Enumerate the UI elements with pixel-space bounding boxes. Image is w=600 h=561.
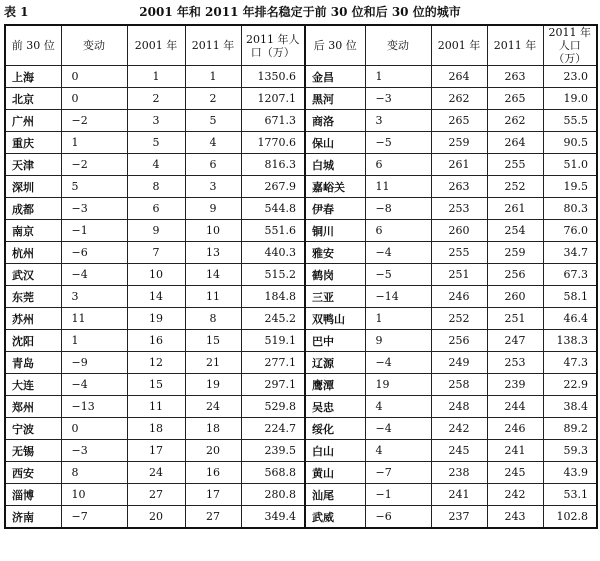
bottom-city-cell: 汕尾 <box>305 484 365 506</box>
top-rank-2011-cell: 11 <box>185 286 241 308</box>
bottom-population-cell: 47.3 <box>543 352 597 374</box>
table-row <box>5 88 597 110</box>
top-city-cell: 北京 <box>5 88 61 110</box>
top-rank-2001-cell: 15 <box>127 374 185 396</box>
bottom-change-cell: −5 <box>365 132 431 154</box>
top-rank-2011-cell: 15 <box>185 330 241 352</box>
header-2001: 2001 年 <box>431 25 487 66</box>
header-bottom-city: 后 30 位 <box>305 25 365 66</box>
bottom-city-cell: 雅安 <box>305 242 365 264</box>
bottom-rank-2011-cell: 264 <box>487 132 543 154</box>
bottom-city-cell: 商洛 <box>305 110 365 132</box>
table-row <box>5 220 597 242</box>
table-row <box>5 132 597 154</box>
top-rank-2011-cell: 20 <box>185 440 241 462</box>
bottom-change-cell: 1 <box>365 308 431 330</box>
top-city-cell: 广州 <box>5 110 61 132</box>
top-rank-2011-cell: 8 <box>185 308 241 330</box>
top-change-cell: −3 <box>61 440 127 462</box>
top-population-cell: 519.1 <box>241 330 305 352</box>
table-row <box>5 418 597 440</box>
header-change: 变动 <box>365 25 431 66</box>
bottom-population-cell: 22.9 <box>543 374 597 396</box>
top-change-cell: 11 <box>61 308 127 330</box>
bottom-rank-2011-cell: 253 <box>487 352 543 374</box>
top-rank-2001-cell: 8 <box>127 176 185 198</box>
top-population-cell: 277.1 <box>241 352 305 374</box>
top-city-cell: 天津 <box>5 154 61 176</box>
top-rank-2001-cell: 10 <box>127 264 185 286</box>
top-population-cell: 1207.1 <box>241 88 305 110</box>
bottom-population-cell: 53.1 <box>543 484 597 506</box>
top-change-cell: 10 <box>61 484 127 506</box>
bottom-city-cell: 嘉峪关 <box>305 176 365 198</box>
top-population-cell: 224.7 <box>241 418 305 440</box>
bottom-population-cell: 59.3 <box>543 440 597 462</box>
top-population-cell: 267.9 <box>241 176 305 198</box>
top-city-cell: 郑州 <box>5 396 61 418</box>
table-row <box>5 484 597 506</box>
top-change-cell: 3 <box>61 286 127 308</box>
top-rank-2001-cell: 6 <box>127 198 185 220</box>
bottom-rank-2011-cell: 241 <box>487 440 543 462</box>
top-rank-2001-cell: 17 <box>127 440 185 462</box>
top-change-cell: 1 <box>61 330 127 352</box>
top-rank-2001-cell: 18 <box>127 418 185 440</box>
top-rank-2011-cell: 19 <box>185 374 241 396</box>
header-2011: 2011 年 <box>487 25 543 66</box>
table-row <box>5 374 597 396</box>
table-header-row <box>5 25 597 66</box>
bottom-rank-2001-cell: 242 <box>431 418 487 440</box>
top-rank-2001-cell: 9 <box>127 220 185 242</box>
top-rank-2011-cell: 2 <box>185 88 241 110</box>
top-rank-2001-cell: 12 <box>127 352 185 374</box>
bottom-change-cell: −3 <box>365 88 431 110</box>
bottom-change-cell: −4 <box>365 242 431 264</box>
header-2011: 2011 年 <box>185 25 241 66</box>
bottom-city-cell: 铜川 <box>305 220 365 242</box>
bottom-city-cell: 双鸭山 <box>305 308 365 330</box>
top-population-cell: 440.3 <box>241 242 305 264</box>
header-2001: 2001 年 <box>127 25 185 66</box>
bottom-rank-2001-cell: 261 <box>431 154 487 176</box>
top-rank-2011-cell: 14 <box>185 264 241 286</box>
top-city-cell: 重庆 <box>5 132 61 154</box>
table-row <box>5 110 597 132</box>
top-rank-2001-cell: 14 <box>127 286 185 308</box>
bottom-city-cell: 白山 <box>305 440 365 462</box>
bottom-rank-2001-cell: 258 <box>431 374 487 396</box>
bottom-rank-2011-cell: 265 <box>487 88 543 110</box>
top-change-cell: −13 <box>61 396 127 418</box>
top-population-cell: 544.8 <box>241 198 305 220</box>
bottom-population-cell: 76.0 <box>543 220 597 242</box>
table-caption <box>0 0 600 22</box>
top-city-cell: 南京 <box>5 220 61 242</box>
top-population-cell: 529.8 <box>241 396 305 418</box>
bottom-population-cell: 89.2 <box>543 418 597 440</box>
bottom-rank-2001-cell: 248 <box>431 396 487 418</box>
top-city-cell: 青岛 <box>5 352 61 374</box>
bottom-change-cell: −5 <box>365 264 431 286</box>
table-row <box>5 440 597 462</box>
table-row <box>5 308 597 330</box>
bottom-population-cell: 38.4 <box>543 396 597 418</box>
top-change-cell: −6 <box>61 242 127 264</box>
bottom-rank-2001-cell: 245 <box>431 440 487 462</box>
bottom-city-cell: 鹰潭 <box>305 374 365 396</box>
header-population: 2011 年人口（万） <box>241 25 305 66</box>
bottom-rank-2001-cell: 255 <box>431 242 487 264</box>
top-population-cell: 568.8 <box>241 462 305 484</box>
top-city-cell: 东莞 <box>5 286 61 308</box>
top-rank-2001-cell: 2 <box>127 88 185 110</box>
city-ranking-table <box>4 24 598 529</box>
top-rank-2011-cell: 21 <box>185 352 241 374</box>
bottom-rank-2001-cell: 241 <box>431 484 487 506</box>
bottom-change-cell: 1 <box>365 66 431 88</box>
top-change-cell: 0 <box>61 88 127 110</box>
bottom-rank-2001-cell: 263 <box>431 176 487 198</box>
bottom-change-cell: 9 <box>365 330 431 352</box>
bottom-population-cell: 34.7 <box>543 242 597 264</box>
header-top-city: 前 30 位 <box>5 25 61 66</box>
bottom-population-cell: 19.0 <box>543 88 597 110</box>
bottom-change-cell: −7 <box>365 462 431 484</box>
top-city-cell: 济南 <box>5 506 61 529</box>
bottom-rank-2001-cell: 262 <box>431 88 487 110</box>
top-rank-2001-cell: 7 <box>127 242 185 264</box>
bottom-population-cell: 80.3 <box>543 198 597 220</box>
top-rank-2011-cell: 5 <box>185 110 241 132</box>
bottom-rank-2011-cell: 239 <box>487 374 543 396</box>
bottom-rank-2011-cell: 261 <box>487 198 543 220</box>
bottom-change-cell: 4 <box>365 440 431 462</box>
bottom-rank-2001-cell: 249 <box>431 352 487 374</box>
bottom-population-cell: 51.0 <box>543 154 597 176</box>
bottom-rank-2011-cell: 252 <box>487 176 543 198</box>
bottom-rank-2011-cell: 247 <box>487 330 543 352</box>
top-rank-2011-cell: 17 <box>185 484 241 506</box>
bottom-change-cell: −6 <box>365 506 431 529</box>
bottom-rank-2011-cell: 259 <box>487 242 543 264</box>
bottom-change-cell: 6 <box>365 220 431 242</box>
top-city-cell: 沈阳 <box>5 330 61 352</box>
bottom-population-cell: 102.8 <box>543 506 597 529</box>
bottom-population-cell: 23.0 <box>543 66 597 88</box>
bottom-city-cell: 武威 <box>305 506 365 529</box>
table-row <box>5 330 597 352</box>
bottom-rank-2001-cell: 264 <box>431 66 487 88</box>
top-population-cell: 1770.6 <box>241 132 305 154</box>
top-city-cell: 成都 <box>5 198 61 220</box>
bottom-rank-2001-cell: 246 <box>431 286 487 308</box>
top-city-cell: 苏州 <box>5 308 61 330</box>
top-rank-2001-cell: 24 <box>127 462 185 484</box>
top-change-cell: 8 <box>61 462 127 484</box>
table-number-label: 表 1 <box>4 5 29 19</box>
top-change-cell: 0 <box>61 66 127 88</box>
top-change-cell: 5 <box>61 176 127 198</box>
top-rank-2011-cell: 3 <box>185 176 241 198</box>
top-rank-2001-cell: 5 <box>127 132 185 154</box>
table-row <box>5 66 597 88</box>
top-rank-2011-cell: 16 <box>185 462 241 484</box>
bottom-city-cell: 黑河 <box>305 88 365 110</box>
bottom-change-cell: 19 <box>365 374 431 396</box>
bottom-city-cell: 伊春 <box>305 198 365 220</box>
bottom-population-cell: 58.1 <box>543 286 597 308</box>
top-rank-2001-cell: 11 <box>127 396 185 418</box>
top-rank-2011-cell: 24 <box>185 396 241 418</box>
top-rank-2011-cell: 10 <box>185 220 241 242</box>
top-population-cell: 280.8 <box>241 484 305 506</box>
bottom-rank-2001-cell: 238 <box>431 462 487 484</box>
bottom-rank-2011-cell: 244 <box>487 396 543 418</box>
bottom-population-cell: 55.5 <box>543 110 597 132</box>
bottom-population-cell: 43.9 <box>543 462 597 484</box>
bottom-city-cell: 保山 <box>305 132 365 154</box>
bottom-rank-2011-cell: 255 <box>487 154 543 176</box>
top-population-cell: 551.6 <box>241 220 305 242</box>
top-rank-2011-cell: 27 <box>185 506 241 529</box>
bottom-city-cell: 吴忠 <box>305 396 365 418</box>
top-city-cell: 淄博 <box>5 484 61 506</box>
bottom-population-cell: 19.5 <box>543 176 597 198</box>
top-change-cell: −1 <box>61 220 127 242</box>
bottom-rank-2011-cell: 262 <box>487 110 543 132</box>
top-change-cell: −4 <box>61 374 127 396</box>
top-population-cell: 671.3 <box>241 110 305 132</box>
bottom-city-cell: 黄山 <box>305 462 365 484</box>
bottom-rank-2001-cell: 251 <box>431 264 487 286</box>
bottom-rank-2011-cell: 243 <box>487 506 543 529</box>
bottom-population-cell: 138.3 <box>543 330 597 352</box>
bottom-city-cell: 绥化 <box>305 418 365 440</box>
bottom-rank-2001-cell: 265 <box>431 110 487 132</box>
top-population-cell: 297.1 <box>241 374 305 396</box>
bottom-rank-2001-cell: 260 <box>431 220 487 242</box>
bottom-rank-2001-cell: 253 <box>431 198 487 220</box>
top-population-cell: 515.2 <box>241 264 305 286</box>
top-change-cell: 1 <box>61 132 127 154</box>
bottom-rank-2011-cell: 245 <box>487 462 543 484</box>
bottom-city-cell: 巴中 <box>305 330 365 352</box>
top-rank-2001-cell: 3 <box>127 110 185 132</box>
top-rank-2011-cell: 1 <box>185 66 241 88</box>
bottom-change-cell: −14 <box>365 286 431 308</box>
top-city-cell: 上海 <box>5 66 61 88</box>
bottom-rank-2011-cell: 263 <box>487 66 543 88</box>
top-city-cell: 深圳 <box>5 176 61 198</box>
bottom-change-cell: −4 <box>365 352 431 374</box>
bottom-change-cell: 4 <box>365 396 431 418</box>
top-rank-2011-cell: 18 <box>185 418 241 440</box>
top-rank-2001-cell: 1 <box>127 66 185 88</box>
table-row <box>5 286 597 308</box>
top-rank-2001-cell: 27 <box>127 484 185 506</box>
table-row <box>5 352 597 374</box>
bottom-change-cell: 6 <box>365 154 431 176</box>
bottom-rank-2011-cell: 246 <box>487 418 543 440</box>
table-title: 2001 年和 2011 年排名稳定于前 30 位和后 30 位的城市 <box>139 5 461 19</box>
top-city-cell: 宁波 <box>5 418 61 440</box>
table-row <box>5 396 597 418</box>
bottom-rank-2001-cell: 259 <box>431 132 487 154</box>
top-rank-2001-cell: 4 <box>127 154 185 176</box>
top-city-cell: 西安 <box>5 462 61 484</box>
top-change-cell: −2 <box>61 110 127 132</box>
bottom-population-cell: 46.4 <box>543 308 597 330</box>
table-row <box>5 462 597 484</box>
top-city-cell: 武汉 <box>5 264 61 286</box>
bottom-rank-2011-cell: 242 <box>487 484 543 506</box>
top-population-cell: 816.3 <box>241 154 305 176</box>
bottom-change-cell: 3 <box>365 110 431 132</box>
bottom-change-cell: −8 <box>365 198 431 220</box>
top-change-cell: −7 <box>61 506 127 529</box>
table-row <box>5 242 597 264</box>
header-population: 2011 年人口（万） <box>543 25 597 66</box>
top-population-cell: 1350.6 <box>241 66 305 88</box>
table-row <box>5 506 597 529</box>
header-change: 变动 <box>61 25 127 66</box>
bottom-rank-2011-cell: 254 <box>487 220 543 242</box>
top-population-cell: 184.8 <box>241 286 305 308</box>
top-change-cell: 0 <box>61 418 127 440</box>
top-rank-2011-cell: 6 <box>185 154 241 176</box>
top-change-cell: −3 <box>61 198 127 220</box>
bottom-rank-2011-cell: 251 <box>487 308 543 330</box>
top-population-cell: 349.4 <box>241 506 305 529</box>
top-city-cell: 大连 <box>5 374 61 396</box>
bottom-rank-2011-cell: 256 <box>487 264 543 286</box>
bottom-change-cell: 11 <box>365 176 431 198</box>
bottom-population-cell: 67.3 <box>543 264 597 286</box>
top-rank-2011-cell: 9 <box>185 198 241 220</box>
top-change-cell: −9 <box>61 352 127 374</box>
bottom-population-cell: 90.5 <box>543 132 597 154</box>
bottom-city-cell: 金昌 <box>305 66 365 88</box>
table-body <box>5 66 597 529</box>
top-rank-2001-cell: 19 <box>127 308 185 330</box>
top-rank-2011-cell: 13 <box>185 242 241 264</box>
top-city-cell: 无锡 <box>5 440 61 462</box>
top-rank-2011-cell: 4 <box>185 132 241 154</box>
top-population-cell: 239.5 <box>241 440 305 462</box>
bottom-city-cell: 鹤岗 <box>305 264 365 286</box>
bottom-change-cell: −1 <box>365 484 431 506</box>
bottom-rank-2001-cell: 256 <box>431 330 487 352</box>
bottom-rank-2001-cell: 237 <box>431 506 487 529</box>
top-rank-2001-cell: 16 <box>127 330 185 352</box>
top-population-cell: 245.2 <box>241 308 305 330</box>
table-row <box>5 198 597 220</box>
bottom-change-cell: −4 <box>365 418 431 440</box>
bottom-rank-2001-cell: 252 <box>431 308 487 330</box>
top-rank-2001-cell: 20 <box>127 506 185 529</box>
bottom-city-cell: 三亚 <box>305 286 365 308</box>
bottom-rank-2011-cell: 260 <box>487 286 543 308</box>
bottom-city-cell: 辽源 <box>305 352 365 374</box>
top-city-cell: 杭州 <box>5 242 61 264</box>
table-row <box>5 264 597 286</box>
table-row <box>5 154 597 176</box>
bottom-city-cell: 白城 <box>305 154 365 176</box>
top-change-cell: −4 <box>61 264 127 286</box>
table-row <box>5 176 597 198</box>
top-change-cell: −2 <box>61 154 127 176</box>
